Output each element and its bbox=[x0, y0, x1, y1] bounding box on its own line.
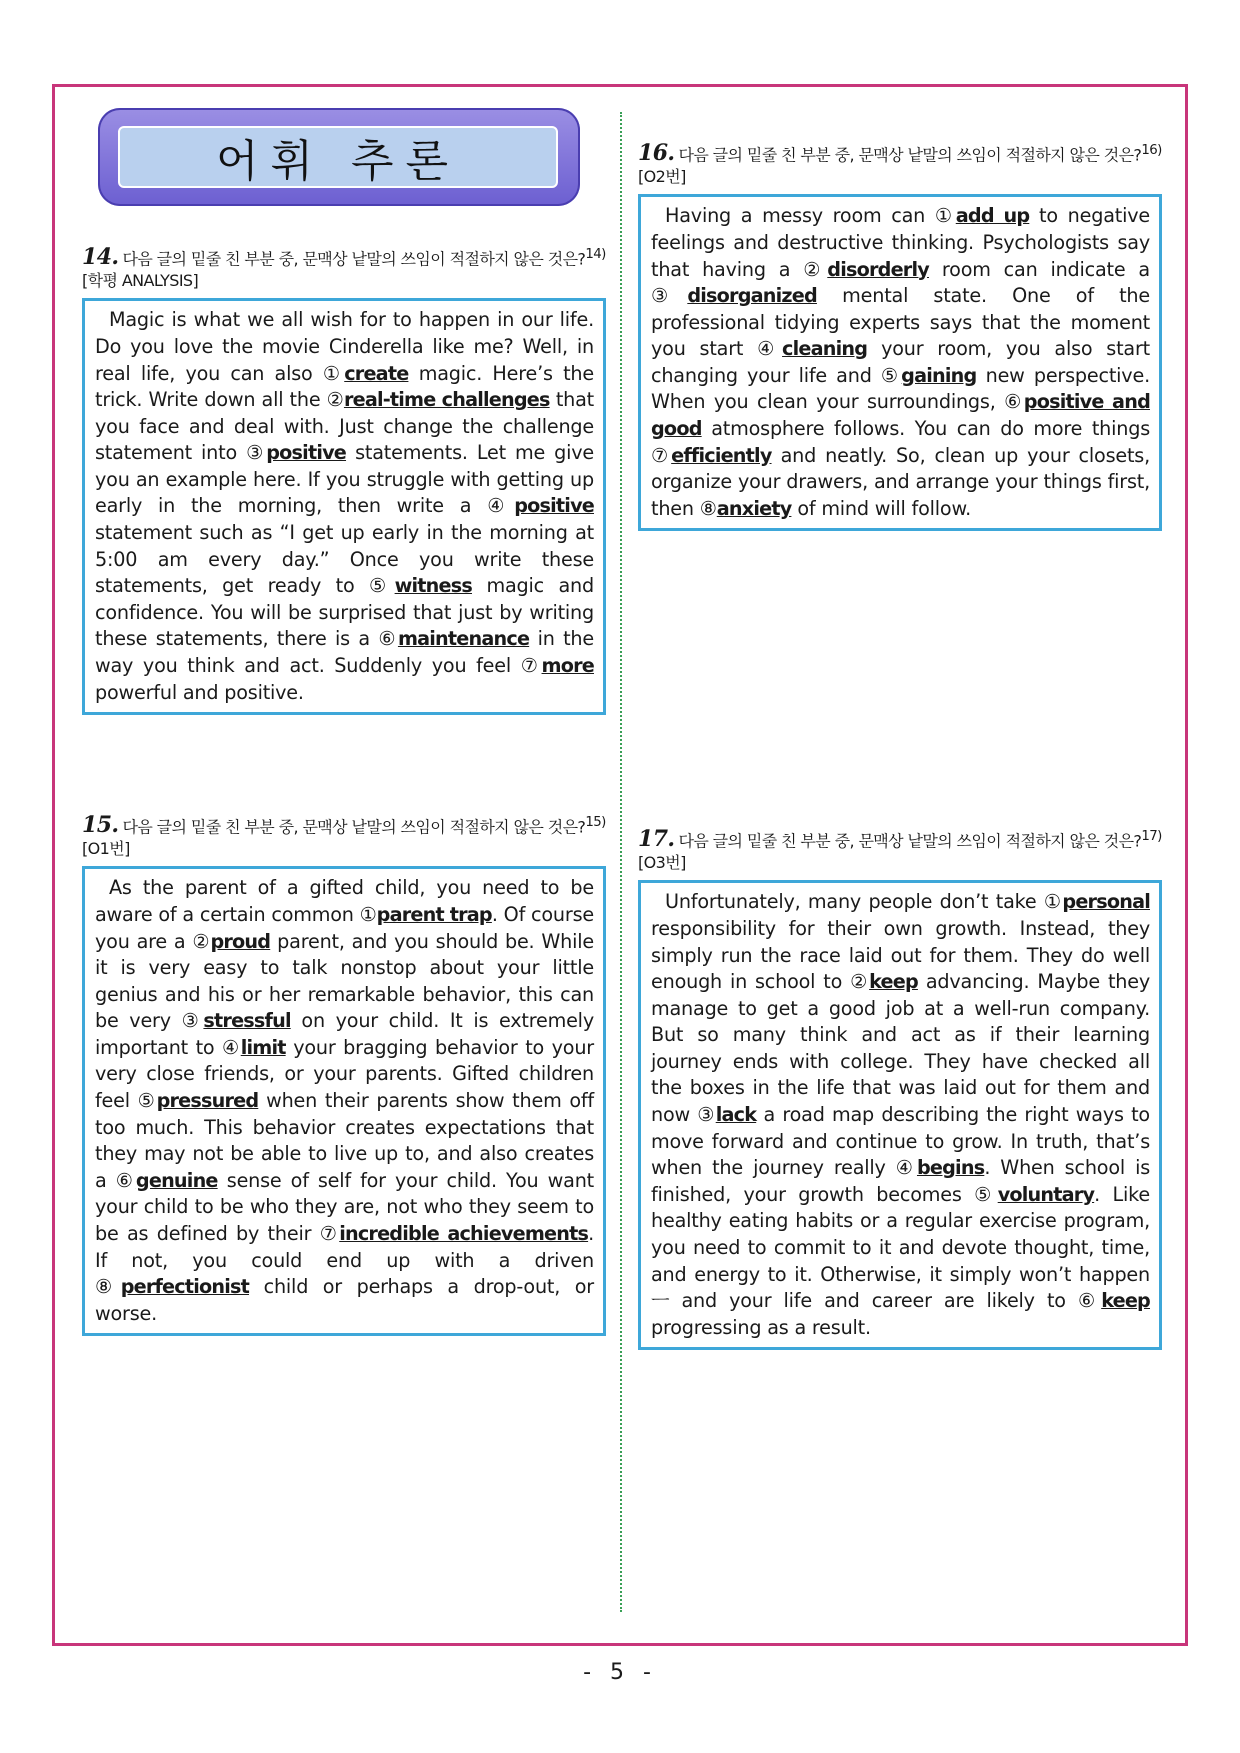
underlined-word: pressured bbox=[156, 1089, 259, 1113]
passage-segment: mental state. One of the professional tidying experts says that the moment you start bbox=[651, 284, 1150, 361]
question-14 bbox=[82, 244, 606, 715]
passage-box bbox=[82, 866, 606, 1336]
question-17 bbox=[638, 826, 1162, 1350]
passage-segment: ④ bbox=[222, 1035, 241, 1059]
passage-segment: ⑧ bbox=[699, 496, 717, 520]
passage-segment: sense of self for your child. You want your child to be who they are, not who they seem to be as defined by their bbox=[95, 1168, 594, 1246]
passage-text bbox=[651, 203, 1150, 522]
underlined-word: maintenance bbox=[397, 627, 530, 651]
passage-segment: powerful and positive. bbox=[95, 680, 304, 704]
question-instruction: 다음 글의 밑줄 친 부분 중, 문맥상 낱말의 쓰임이 적절하지 않은 것은? bbox=[678, 145, 1142, 165]
underlined-word: real-time challenges bbox=[343, 388, 550, 412]
passage-segment: ③ bbox=[651, 284, 688, 308]
underlined-word: anxiety bbox=[716, 496, 792, 520]
passage-segment: . If not, you could end up with a driven bbox=[95, 1222, 594, 1272]
passage-segment: progressing as a result. bbox=[651, 1315, 871, 1339]
passage-segment: ③ bbox=[697, 1103, 716, 1127]
passage-segment: ④ bbox=[757, 337, 783, 361]
underlined-word: positive bbox=[514, 494, 594, 518]
passage-box bbox=[82, 298, 606, 715]
passage-segment: . Of course you are a bbox=[95, 902, 594, 953]
passage-segment: ④ bbox=[895, 1156, 917, 1180]
column-divider bbox=[620, 112, 622, 1612]
question-source: [O2번] bbox=[638, 167, 686, 187]
underlined-word: proud bbox=[210, 929, 271, 953]
passage-segment: As the parent of a gifted child, you need to be aware of a certain common bbox=[95, 876, 594, 926]
passage-segment: ① bbox=[934, 204, 956, 228]
passage-segment: ① bbox=[1043, 890, 1063, 914]
question-header bbox=[82, 812, 606, 860]
underlined-word: genuine bbox=[135, 1168, 218, 1192]
passage-segment: child or perhaps a drop-out, or worse. bbox=[95, 1275, 594, 1325]
passage-segment: Having a messy room can bbox=[665, 204, 935, 228]
underlined-word: voluntary bbox=[997, 1182, 1095, 1206]
passage-segment: when their parents show them off too much. This behavior creates expectations that they may not be able to live up to, and also creates a bbox=[95, 1089, 594, 1192]
passage-segment: atmosphere follows. You can do more things bbox=[701, 417, 1150, 441]
passage-segment: statements. Let me give you an example here. If you struggle with getting up early in the morning, then write a bbox=[95, 441, 594, 518]
passage-segment: ② bbox=[850, 970, 870, 994]
passage-segment: new perspective. When you clean your surroundings, bbox=[651, 363, 1150, 414]
underlined-word: disorganized bbox=[687, 284, 817, 308]
passage-segment: room can indicate a bbox=[928, 257, 1150, 281]
passage-segment: that you face and deal with. Just change the challenge statement into bbox=[95, 388, 594, 465]
passage-segment: ⑦ bbox=[520, 654, 542, 678]
passage-text bbox=[95, 307, 594, 706]
passage-segment: ⑥ bbox=[378, 627, 398, 651]
passage-segment: to negative feelings and destructive thinking. Psychologists say that having a bbox=[651, 204, 1150, 281]
underlined-word: begins bbox=[916, 1156, 985, 1180]
question-15 bbox=[82, 812, 606, 1336]
section-title: 어휘 추론 bbox=[215, 136, 460, 187]
passage-segment: ⑥ bbox=[1077, 1289, 1102, 1313]
underlined-word: lack bbox=[715, 1103, 757, 1127]
question-header bbox=[638, 826, 1162, 874]
question-number: 14. bbox=[82, 244, 119, 271]
passage-segment: ① bbox=[322, 361, 345, 385]
passage-segment: of mind will follow. bbox=[791, 496, 972, 520]
passage-segment: in the way you think and act. Suddenly you feel bbox=[95, 627, 595, 678]
passage-text bbox=[95, 875, 594, 1327]
passage-segment: . Like healthy eating habits or a regular exercise program, you need to commit to it and devote thought, time, and energy to it. Otherwise, it simply won’t happen ㅡ and your life and career are likely to bbox=[651, 1182, 1150, 1313]
underlined-word: perfectionist bbox=[120, 1275, 250, 1299]
passage-segment: magic and confidence. You will be surprised that just by writing these statements, there is a bbox=[95, 574, 594, 651]
footnote-mark: 17) bbox=[1141, 829, 1162, 844]
underlined-word: positive and good bbox=[651, 390, 1150, 441]
question-number: 16. bbox=[638, 140, 675, 167]
underlined-word: stressful bbox=[203, 1009, 291, 1033]
underlined-word: more bbox=[541, 654, 594, 678]
passage-segment: ⑦ bbox=[651, 443, 672, 467]
question-instruction: 다음 글의 밑줄 친 부분 중, 문맥상 낱말의 쓰임이 적절하지 않은 것은? bbox=[122, 249, 586, 269]
passage-segment: your room, you also start changing your life and bbox=[651, 337, 1150, 387]
passage-segment: ② bbox=[326, 388, 344, 412]
underlined-word: incredible achievements bbox=[339, 1222, 589, 1246]
question-number: 15. bbox=[82, 812, 119, 839]
passage-segment: on your child. It is extremely important to bbox=[95, 1009, 594, 1059]
passage-segment: and neatly. So, clean up your closets, organize your drawers, and arrange your things first, then bbox=[651, 443, 1150, 520]
passage-segment: Magic is what we all wish for to happen in our life. Do you love the movie Cinderella like me? Well, in real life, you can also bbox=[95, 308, 594, 385]
underlined-word: keep bbox=[1101, 1289, 1150, 1313]
underlined-word: personal bbox=[1062, 890, 1150, 914]
passage-segment: ⑥ bbox=[115, 1168, 136, 1192]
question-source: [학평 ANALYSIS] bbox=[82, 271, 199, 291]
passage-segment: ⑦ bbox=[319, 1222, 340, 1246]
passage-segment: ① bbox=[359, 902, 377, 926]
underlined-word: witness bbox=[394, 574, 472, 598]
passage-segment: ⑤ bbox=[137, 1089, 157, 1113]
passage-segment: ⑧ bbox=[95, 1275, 121, 1299]
passage-segment: magic. Here’s the trick. Write down all the bbox=[95, 361, 594, 412]
passage-segment: ④ bbox=[487, 494, 515, 518]
question-number: 17. bbox=[638, 826, 675, 853]
passage-segment: ⑤ bbox=[880, 363, 902, 387]
passage-segment: ⑥ bbox=[1004, 390, 1024, 414]
passage-segment: parent, and you should be. While it is very easy to talk nonstop about your little genius and his or her remarkable behavior, this can be very bbox=[95, 929, 594, 1033]
question-source: [O1번] bbox=[82, 839, 130, 859]
underlined-word: gaining bbox=[901, 363, 977, 387]
passage-segment: your bragging behavior to your very close friends, or your parents. Gifted children feel bbox=[95, 1035, 594, 1113]
underlined-word: cleaning bbox=[782, 337, 868, 361]
passage-segment: ③ bbox=[246, 441, 267, 465]
footnote-mark: 14) bbox=[585, 247, 606, 262]
passage-segment: ② bbox=[803, 257, 828, 281]
passage-box bbox=[638, 880, 1162, 1350]
underlined-word: limit bbox=[240, 1035, 286, 1059]
passage-segment: ② bbox=[192, 929, 211, 953]
passage-segment: statement such as “I get up early in the morning at 5:00 am every day.” Once you write these statements, get ready to bbox=[95, 521, 594, 598]
passage-segment: responsibility for their own growth. Instead, they simply run the race laid out for them. They do well enough in school to bbox=[651, 916, 1150, 994]
passage-segment: ③ bbox=[181, 1009, 204, 1033]
question-header bbox=[638, 140, 1162, 188]
question-instruction: 다음 글의 밑줄 친 부분 중, 문맥상 낱말의 쓰임이 적절하지 않은 것은? bbox=[678, 831, 1142, 851]
passage-segment: a road map describing the right ways to move forward and continue to grow. In truth, that’s when the journey really bbox=[651, 1103, 1150, 1180]
underlined-word: keep bbox=[869, 970, 918, 994]
underlined-word: create bbox=[344, 361, 409, 385]
footnote-mark: 15) bbox=[585, 815, 606, 830]
page-number: - 5 - bbox=[583, 1660, 657, 1685]
underlined-word: disorderly bbox=[827, 257, 929, 281]
passage-segment: Unfortunately, many people don’t take bbox=[665, 890, 1044, 914]
question-16 bbox=[638, 140, 1162, 531]
question-instruction: 다음 글의 밑줄 친 부분 중, 문맥상 낱말의 쓰임이 적절하지 않은 것은? bbox=[122, 817, 586, 837]
section-title-box bbox=[118, 126, 558, 188]
passage-segment: advancing. Maybe they manage to get a good job at a well-run company. But so many think and act as if their learning journey ends with college. They have checked all the boxes in the life that was laid out for them and now bbox=[651, 970, 1150, 1127]
passage-segment: ⑤ bbox=[974, 1182, 998, 1206]
underlined-word: positive bbox=[266, 441, 347, 465]
question-header bbox=[82, 244, 606, 292]
passage-text bbox=[651, 889, 1150, 1341]
footnote-mark: 16) bbox=[1141, 143, 1162, 158]
question-source: [O3번] bbox=[638, 853, 686, 873]
passage-box bbox=[638, 194, 1162, 531]
underlined-word: parent trap bbox=[376, 902, 492, 926]
underlined-word: efficiently bbox=[671, 443, 772, 467]
passage-segment: . When school is finished, your growth becomes bbox=[651, 1156, 1150, 1206]
passage-segment: ⑤ bbox=[369, 574, 395, 598]
underlined-word: add up bbox=[955, 204, 1030, 228]
